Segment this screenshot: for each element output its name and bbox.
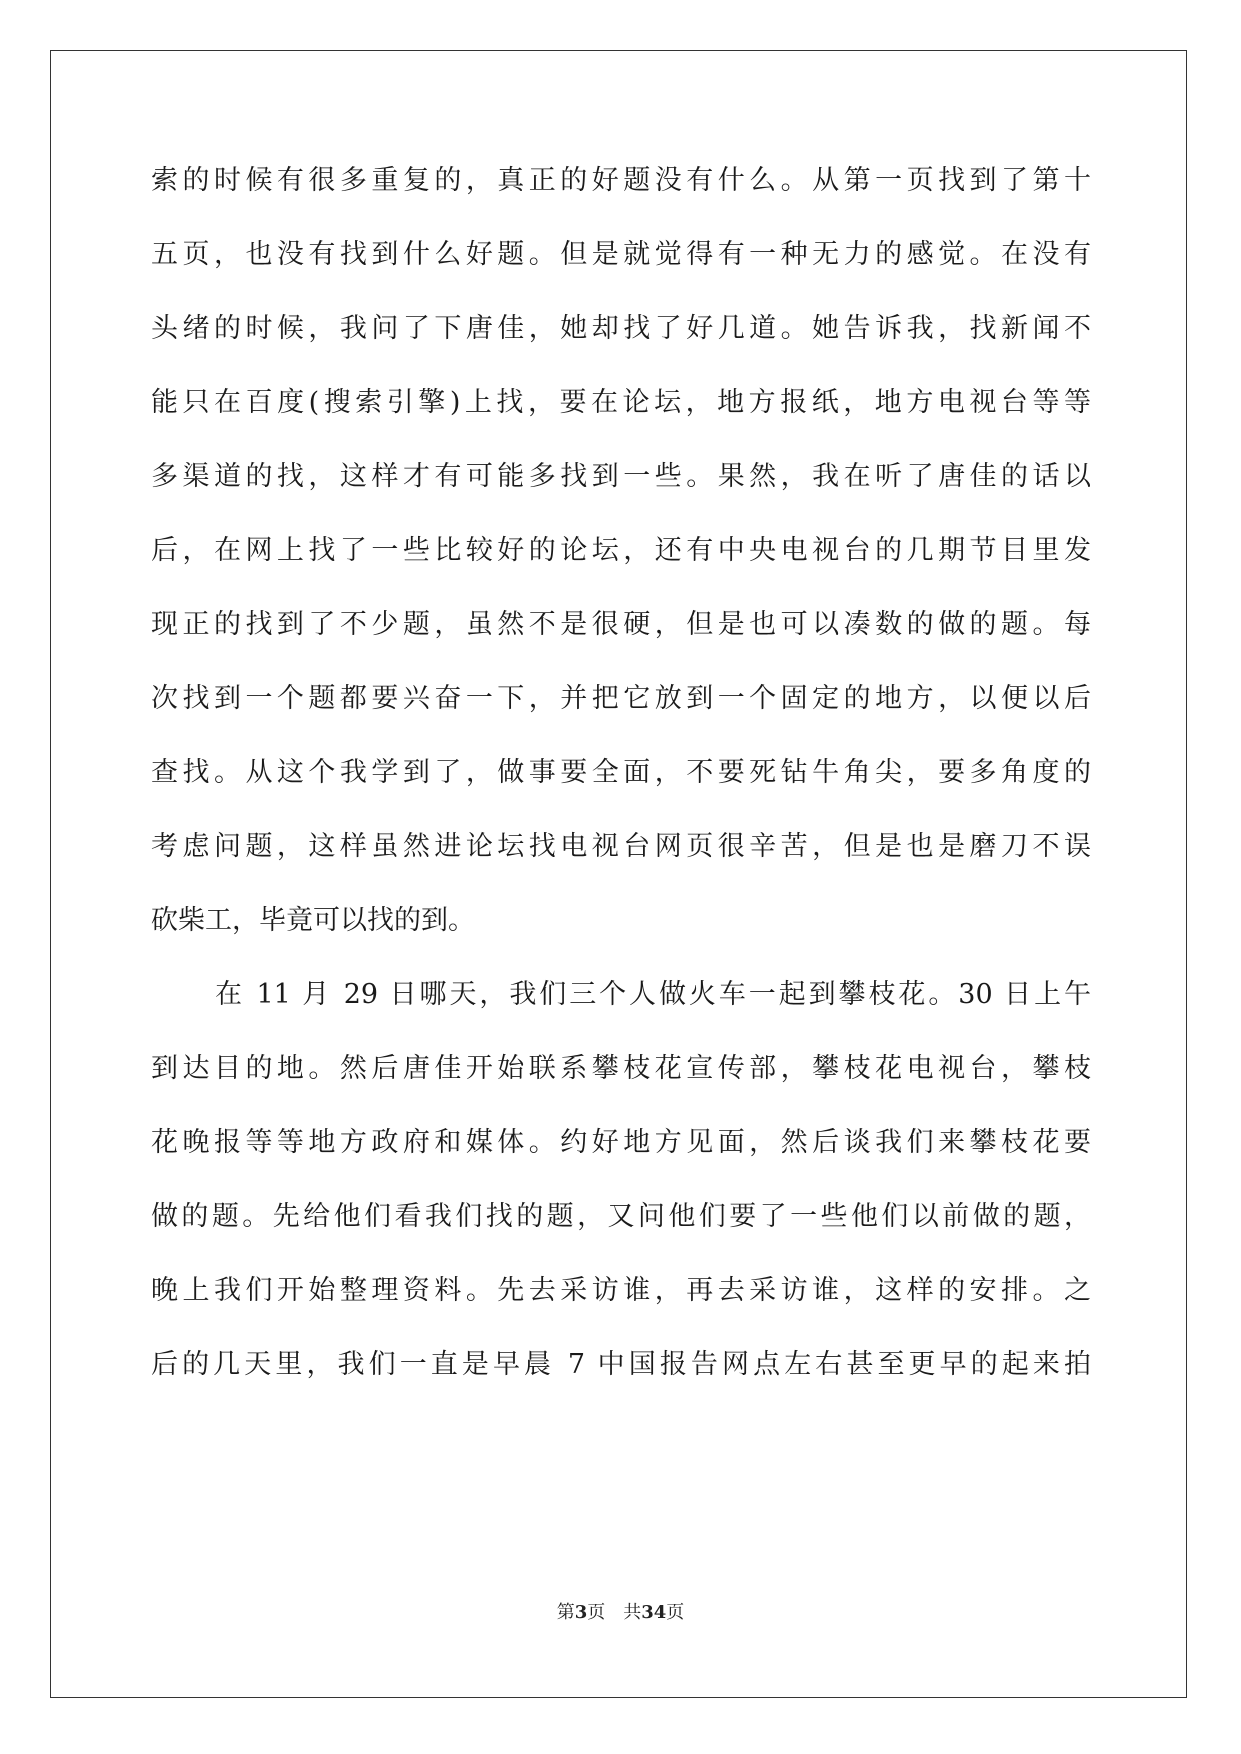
- text-line: 砍柴工，毕竟可以找的到。: [151, 905, 475, 936]
- text-line: 后，在网上找了一些比较好的论坛，还有中央电视台的几期节目里发: [151, 535, 1091, 566]
- text-line: 考虑问题，这样虽然进论坛找电视台网页很辛苦，但是也是磨刀不误: [151, 831, 1091, 862]
- text-line: 索的时候有很多重复的，真正的好题没有什么。从第一页找到了第十: [151, 165, 1091, 196]
- page-number: 3: [574, 1602, 588, 1623]
- text-line: 查找。从这个我学到了，做事要全面，不要死钻牛角尖，要多角度的: [151, 757, 1091, 788]
- page-prefix: 第: [556, 1602, 575, 1623]
- text-line: 晚上我们开始整理资料。先去采访谁，再去采访谁，这样的安排。之: [151, 1275, 1091, 1306]
- text-line: 到达目的地。然后唐佳开始联系攀枝花宣传部，攀枝花电视台，攀枝: [151, 1053, 1091, 1084]
- page-suffix: 页: [587, 1602, 606, 1623]
- page-footer: [0, 1601, 1241, 1625]
- text-line: 做的题。先给他们看我们找的题，又问他们要了一些他们以前做的题，: [151, 1201, 1091, 1232]
- text-line: 花晚报等等地方政府和媒体。约好地方见面，然后谈我们来攀枝花要: [151, 1127, 1091, 1158]
- text-line: 多渠道的找，这样才有可能多找到一些。果然，我在听了唐佳的话以: [151, 461, 1091, 492]
- text-line: 现正的找到了不少题，虽然不是很硬，但是也可以凑数的做的题。每: [151, 609, 1091, 640]
- total-pages: 34: [641, 1602, 667, 1623]
- text-line: 在 11 月 29 日哪天，我们三个人做火车一起到攀枝花。30 日上午: [215, 979, 1091, 1010]
- text-line: 头绪的时候，我问了下唐佳，她却找了好几道。她告诉我，找新闻不: [151, 313, 1091, 344]
- text-line: 五页，也没有找到什么好题。但是就觉得有一种无力的感觉。在没有: [151, 239, 1091, 270]
- text-line: 次找到一个题都要兴奋一下，并把它放到一个固定的地方，以便以后: [151, 683, 1091, 714]
- total-prefix: 共: [623, 1602, 642, 1623]
- text-line: 后的几天里，我们一直是早晨 7 中国报告网点左右甚至更早的起来拍: [151, 1349, 1091, 1380]
- body-text: [151, 157, 1091, 1415]
- text-line: 能只在百度(搜索引擎)上找，要在论坛，地方报纸，地方电视台等等: [151, 387, 1091, 418]
- total-suffix: 页: [666, 1602, 685, 1623]
